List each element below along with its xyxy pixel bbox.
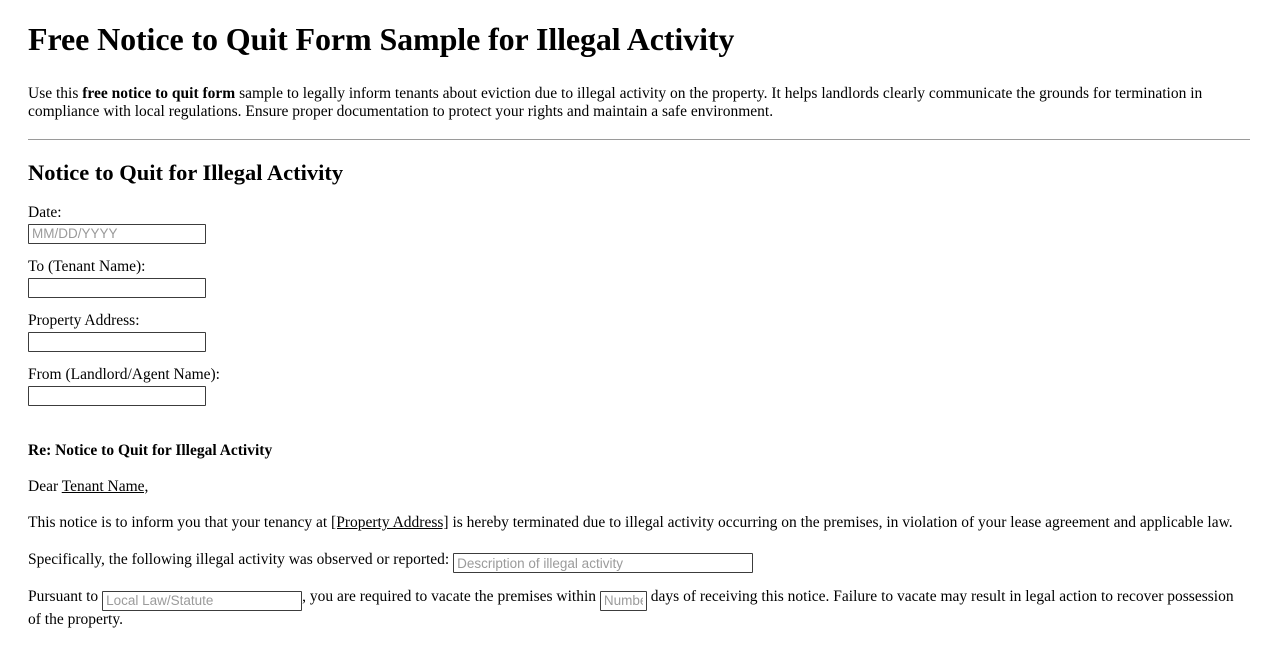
activity-description-input[interactable] — [453, 553, 753, 573]
field-group-date — [28, 204, 1250, 244]
activity-description-prefix: Specifically, the following illegal activity was observed or reported: — [28, 550, 450, 568]
vacate-text-mid: , you are required to vacate the premises within — [302, 588, 600, 606]
landlord-name-input[interactable] — [28, 386, 206, 406]
section-divider — [28, 139, 1250, 140]
vacate-text-prefix: Pursuant to — [28, 588, 103, 606]
termination-text-part1: This notice is to inform you that your tenancy at — [28, 514, 332, 532]
salutation-tenant-token: Tenant Name, — [61, 477, 149, 495]
section-title: Notice to Quit for Illegal Activity — [28, 159, 344, 185]
salutation-prefix: Dear — [28, 477, 62, 495]
salutation-line — [28, 478, 1250, 497]
document-page — [0, 21, 1278, 629]
label-landlord-name: From (Landlord/Agent Name): — [28, 365, 220, 383]
intro-text-after-bold: sample to legally inform tenants about eviction due to illegal activity on the property. It helps landlords clearly communicate the grounds for termination in compliance with local regulations. Ensure proper documentation to protect your rights and maintain a safe environment. — [28, 84, 1203, 121]
termination-text-part2: is hereby terminated due to illegal activity occurring on the premises, in violation of your lease agreement and applicable law. — [448, 514, 1233, 532]
tenant-name-input[interactable] — [28, 278, 206, 298]
days-number-input[interactable] — [600, 591, 647, 611]
intro-paragraph — [28, 85, 1250, 122]
vacate-paragraph — [28, 588, 1250, 629]
field-group-landlord-name — [28, 366, 1250, 406]
property-address-token: [Property Address] — [331, 514, 449, 532]
page-title: Free Notice to Quit Form Sample for Illegal Activity — [28, 21, 735, 57]
re-line: Re: Notice to Quit for Illegal Activity — [28, 441, 273, 459]
field-group-tenant-name — [28, 258, 1250, 298]
label-tenant-name: To (Tenant Name): — [28, 257, 146, 275]
vacate-text-suffix: days of receiving this notice. Failure to vacate may result in legal action to recover possession of the property. — [28, 588, 1234, 628]
intro-text-before-bold: Use this — [28, 84, 83, 102]
label-property-address: Property Address: — [28, 311, 140, 329]
date-input[interactable] — [28, 224, 206, 244]
property-address-input[interactable] — [28, 332, 206, 352]
label-date: Date: — [28, 203, 62, 221]
local-law-input[interactable] — [102, 591, 302, 611]
intro-bold-phrase: free notice to quit form — [82, 84, 236, 102]
activity-description-paragraph — [28, 551, 1250, 574]
field-group-property-address — [28, 312, 1250, 352]
termination-paragraph — [28, 514, 1250, 533]
